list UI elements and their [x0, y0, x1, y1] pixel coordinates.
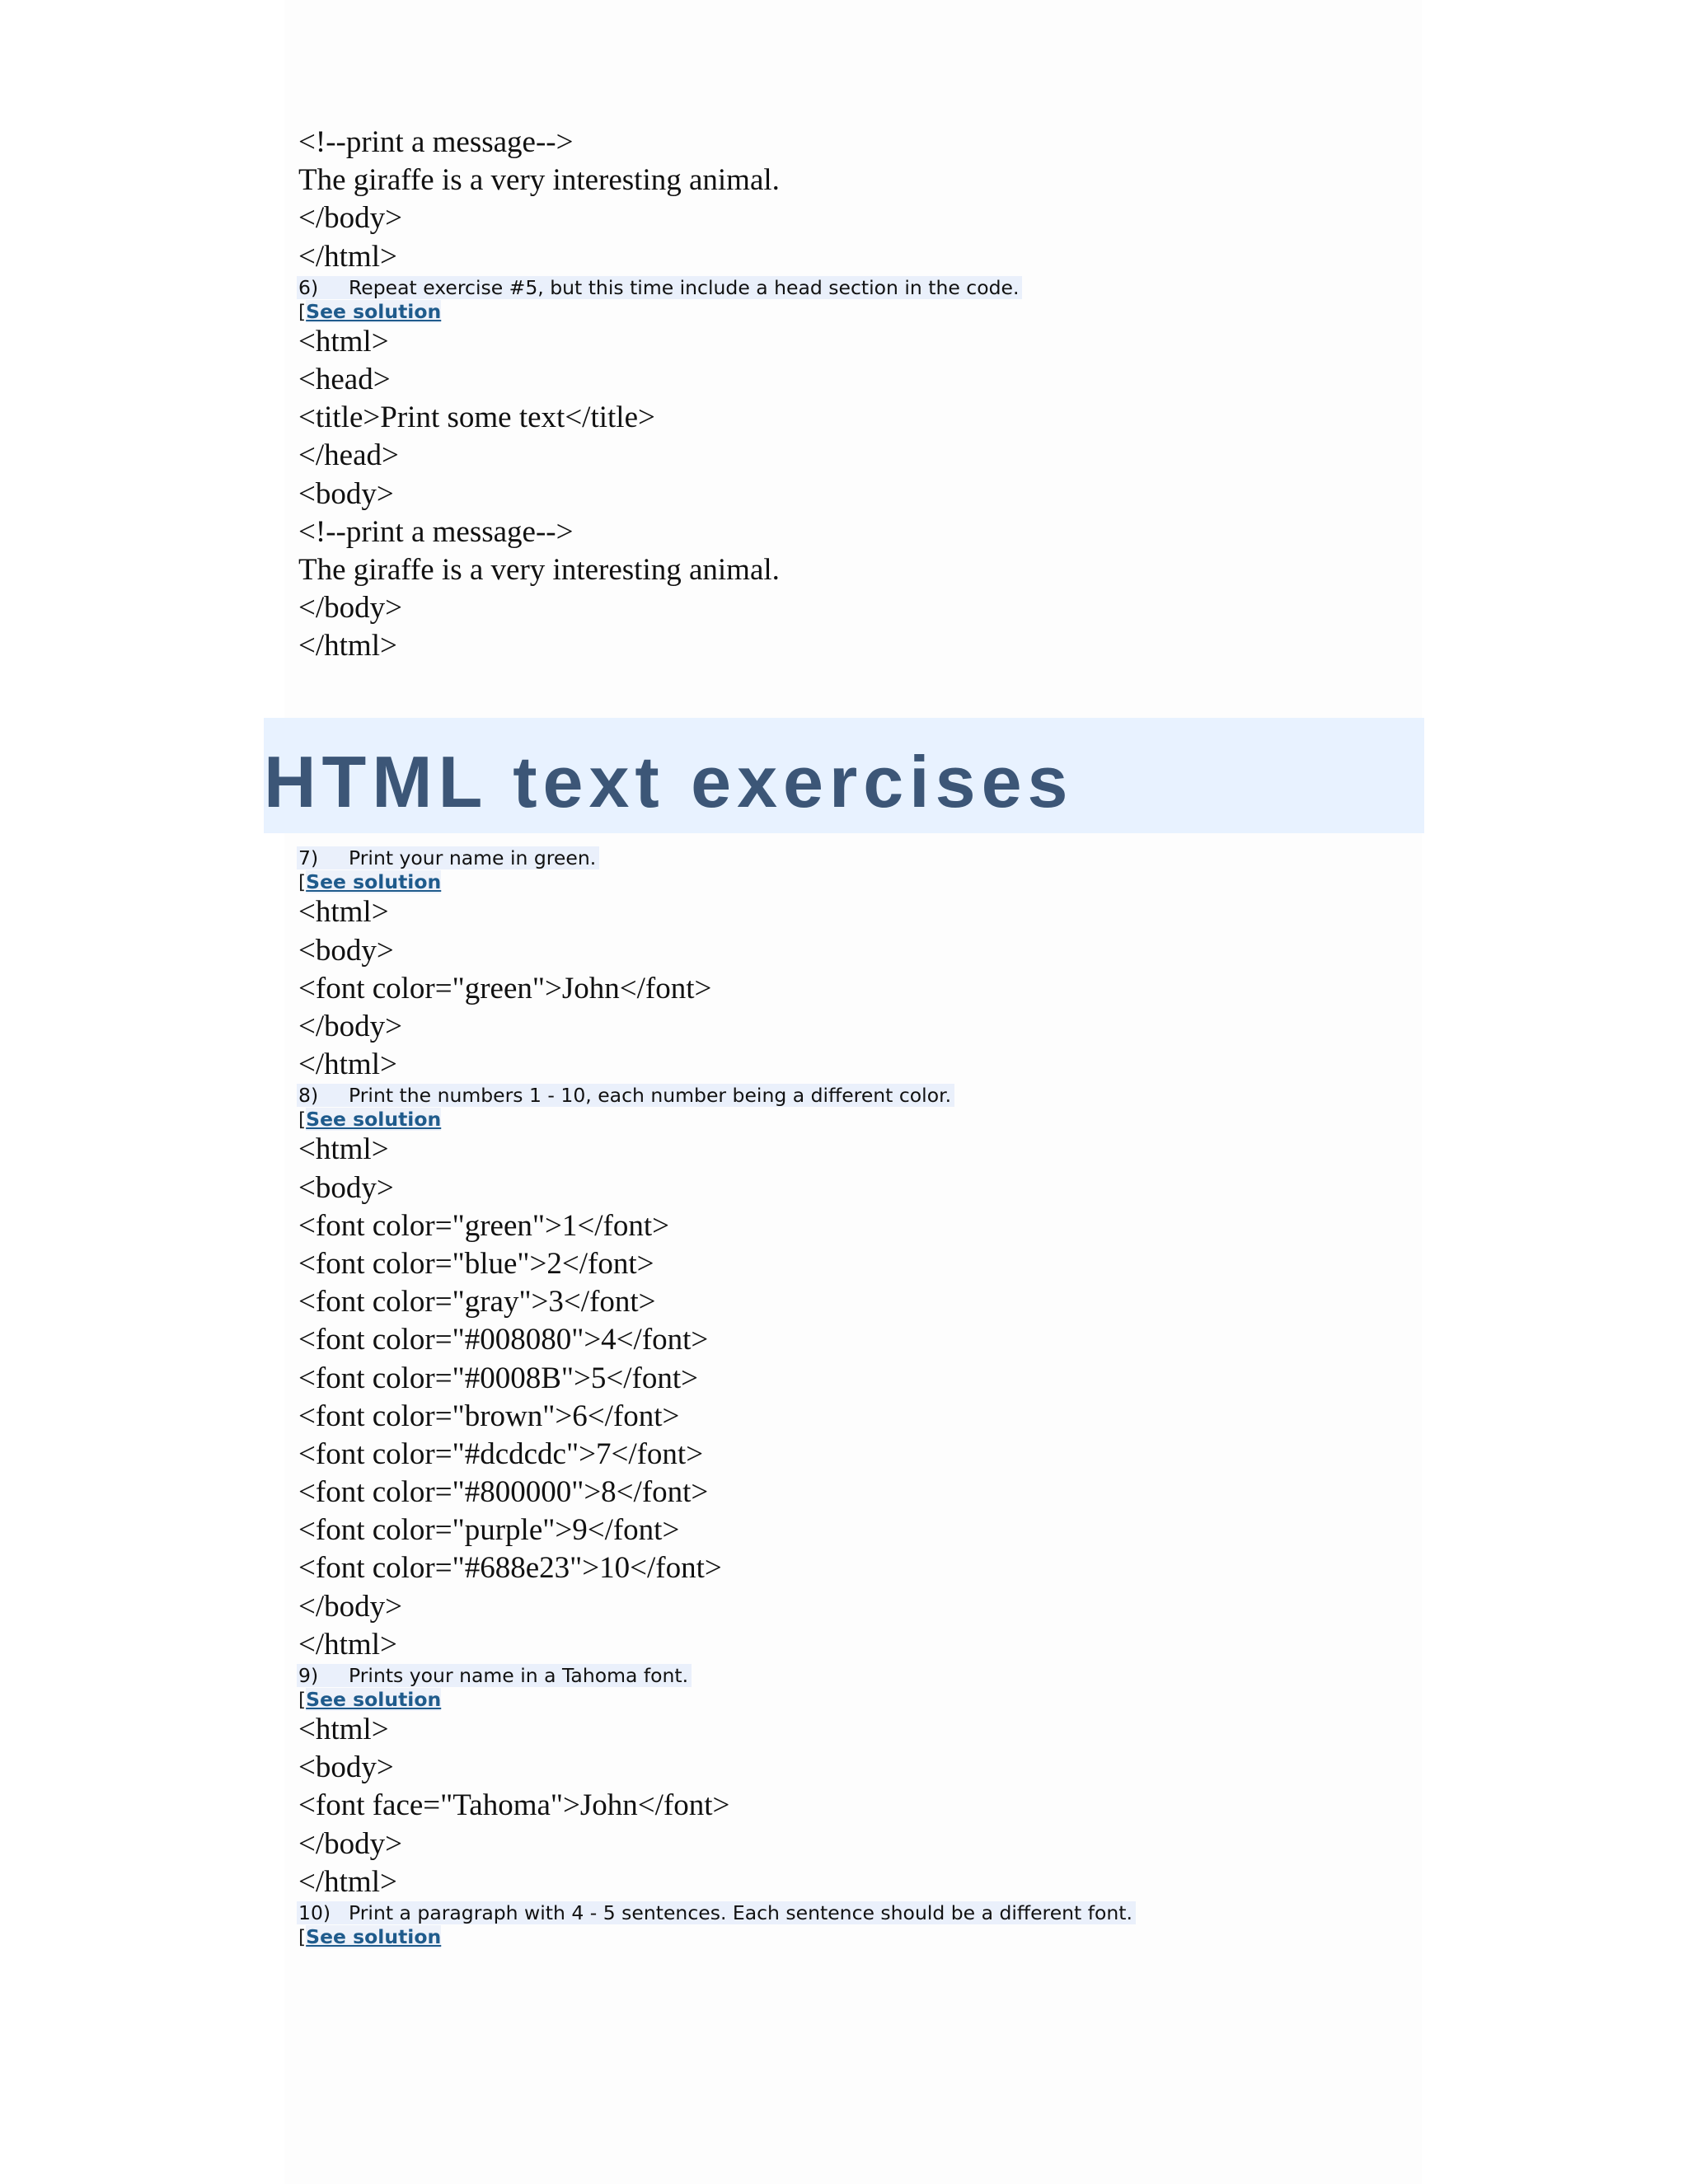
- question-number: 8): [298, 1084, 319, 1108]
- code-line: </body>: [298, 591, 403, 626]
- code-line: The giraffe is a very interesting animal.: [298, 552, 780, 587]
- question-9: [297, 1664, 1688, 1688]
- see-solution-link-9[interactable]: See solution: [306, 1688, 442, 1711]
- question-10: [297, 1901, 1688, 1925]
- code-line: <html>: [298, 324, 389, 359]
- code-block-q7: [0, 893, 1688, 1084]
- question-6: [297, 276, 1688, 300]
- code-line: <font color="blue">2</font>: [298, 1246, 654, 1281]
- code-line: <font color="purple">9</font>: [298, 1513, 680, 1548]
- code-line: <title>Print some text</title>: [298, 401, 655, 435]
- solution-row-6: [298, 300, 1688, 323]
- code-line: </body>: [298, 1589, 403, 1624]
- bracket: [: [298, 1924, 307, 1948]
- code-line: <body>: [298, 476, 394, 511]
- question-text: Prints your name in a Tahoma font.: [349, 1664, 689, 1687]
- code-line: <html>: [298, 895, 389, 930]
- code-line: </html>: [298, 1864, 397, 1899]
- code-line: <font color="brown">6</font>: [298, 1399, 680, 1433]
- section-heading-band: [264, 718, 1424, 833]
- question-number: 7): [298, 846, 319, 870]
- bracket: [: [298, 299, 307, 323]
- code-line: <font color="green">John</font>: [298, 971, 712, 1005]
- code-line: <font color="#008080">4</font>: [298, 1323, 709, 1357]
- code-line: <head>: [298, 362, 391, 396]
- document-content: [0, 124, 1688, 1948]
- code-line: <font color="#0008B">5</font>: [298, 1361, 698, 1395]
- code-line: <html>: [298, 1713, 389, 1746]
- code-line: The giraffe is a very interesting animal.: [298, 163, 780, 198]
- code-line: </body>: [298, 201, 403, 236]
- question-number: 6): [298, 275, 319, 299]
- solution-row-8: [298, 1108, 1688, 1131]
- code-line: <font color="green">1</font>: [298, 1208, 669, 1243]
- see-solution-link-10[interactable]: See solution: [306, 1924, 442, 1948]
- question-7: [297, 846, 1688, 870]
- code-line: <!--print a message-->: [298, 514, 574, 549]
- code-line: </head>: [298, 438, 399, 473]
- code-line: <font color="#dcdcdc">7</font>: [298, 1436, 704, 1471]
- spacer: [0, 665, 1688, 718]
- code-line: </body>: [298, 1010, 403, 1043]
- code-line: <!--print a message-->: [298, 125, 574, 159]
- code-line: </html>: [298, 239, 397, 274]
- spacer: [0, 833, 1688, 846]
- code-line: <font color="#688e23">10</font>: [298, 1551, 722, 1586]
- bracket: [: [298, 870, 307, 894]
- code-line: <font color="#800000">8</font>: [298, 1475, 709, 1510]
- bracket: [: [298, 1688, 307, 1711]
- code-block-q9: [0, 1711, 1688, 1901]
- question-number: 10): [298, 1900, 331, 1924]
- code-line: </html>: [298, 1627, 397, 1661]
- question-number: 9): [298, 1664, 319, 1687]
- section-heading: HTML text exercises: [264, 741, 1074, 823]
- code-block-q8: [0, 1131, 1688, 1664]
- code-line: </body>: [298, 1826, 403, 1861]
- solution-row-9: [298, 1688, 1688, 1711]
- code-line: </html>: [298, 629, 397, 663]
- solution-row-10: [298, 1925, 1688, 1948]
- question-8: [297, 1084, 1688, 1108]
- question-text: Print a paragraph with 4 - 5 sentences. Each sentence should be a different font.: [349, 1900, 1132, 1924]
- code-line: <font color="gray">3</font>: [298, 1285, 656, 1319]
- code-block-q5-tail: [0, 124, 1688, 276]
- code-line: <font face="Tahoma">John</font>: [298, 1788, 730, 1823]
- see-solution-link-8[interactable]: See solution: [306, 1108, 442, 1132]
- code-line: <body>: [298, 1750, 394, 1785]
- solution-row-7: [298, 870, 1688, 893]
- code-line: <html>: [298, 1132, 389, 1167]
- question-text: Print your name in green.: [349, 846, 597, 870]
- question-text: Print the numbers 1 - 10, each number being a different color.: [349, 1084, 952, 1108]
- see-solution-link-6[interactable]: See solution: [306, 299, 442, 323]
- code-line: <body>: [298, 1170, 394, 1205]
- question-text: Repeat exercise #5, but this time include a head section in the code.: [349, 275, 1020, 299]
- see-solution-link-7[interactable]: See solution: [306, 870, 442, 894]
- code-line: </html>: [298, 1047, 397, 1082]
- code-block-q6: [0, 323, 1688, 666]
- bracket: [: [298, 1108, 307, 1132]
- code-line: <body>: [298, 933, 394, 968]
